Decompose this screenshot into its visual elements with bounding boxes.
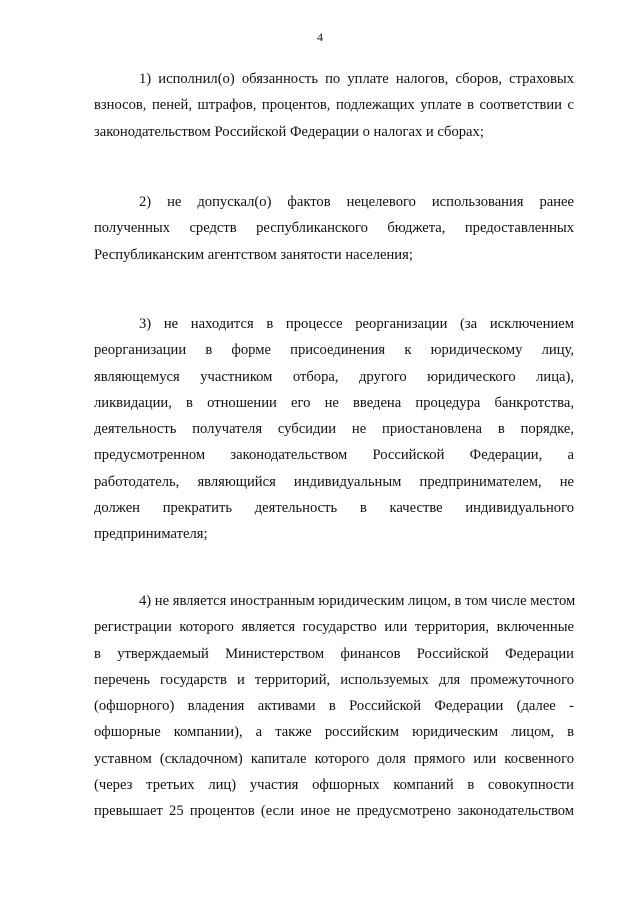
text-line: 1) исполнил(о) обязанность по уплате налогов, сборов, страховых [139, 71, 574, 87]
text-line: являющемуся участником отбора, другого юридического лица), [94, 368, 574, 385]
text-line: в утверждаемый Министерством финансов Российской Федерации [94, 645, 574, 662]
paragraph-4 [94, 588, 574, 825]
text-line: (через третьих лиц) участия офшорных компаний в совокупности [94, 777, 574, 794]
text-line: 4) не является иностранным юридическим лицом, в том числе местом [139, 593, 576, 609]
text-line: (офшорного) владения активами в Российской Федерации (далее - [94, 698, 574, 715]
paragraph-2 [94, 189, 574, 268]
paragraph-3 [94, 311, 574, 548]
text-line: перечень государств и территорий, используемых для промежуточного [94, 671, 574, 688]
text-line: взносов, пеней, штрафов, процентов, подлежащих уплате в соответствии с [94, 97, 574, 114]
text-line: уставном (складочном) капитале которого доля прямого или косвенного [94, 750, 574, 767]
text-line: предусмотренном законодательством Российской Федерации, а [94, 447, 574, 464]
text-line: полученных средств республиканского бюджета, предоставленных [94, 220, 574, 237]
text-line: деятельность получателя субсидии не приостановлена в порядке, [94, 421, 574, 438]
text-line: предпринимателя; [94, 526, 208, 543]
paragraph-1 [94, 66, 574, 145]
text-line: должен прекратить деятельность в качестве индивидуального [94, 500, 574, 517]
text-line: законодательством Российской Федерации о налогах и сборах; [94, 123, 484, 140]
text-line: превышает 25 процентов (если иное не предусмотрено законодательством [94, 803, 574, 820]
text-line: офшорные компании), а также российским юридическим лицом, в [94, 724, 574, 741]
text-line: 2) не допускал(о) фактов нецелевого использования ранее [139, 194, 574, 210]
text-line: реорганизации в форме присоединения к юридическому лицу, [94, 342, 574, 359]
page-number: 4 [317, 30, 323, 44]
text-line: ликвидации, в отношении его не введена процедура банкротства, [94, 394, 574, 411]
text-line: 3) не находится в процессе реорганизации (за исключением [139, 316, 574, 332]
text-line: регистрации которого является государство или территория, включенные [94, 619, 574, 636]
text-line: Республиканским агентством занятости населения; [94, 246, 413, 263]
text-line: работодатель, являющийся индивидуальным предпринимателем, не [94, 473, 574, 490]
